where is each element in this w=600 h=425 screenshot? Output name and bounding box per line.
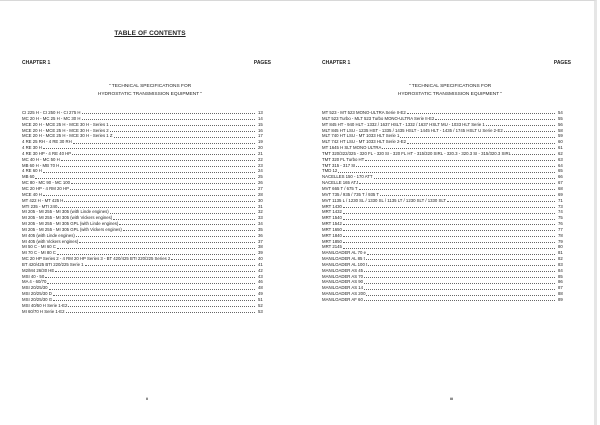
toc-entry-page: 77 [558, 226, 563, 232]
toc-entry-label: MCE 20 H - MCE 25 H - MCE 30 H - Series 1 [22, 121, 109, 127]
dot-leader [364, 270, 555, 272]
dot-leader [486, 124, 555, 126]
toc-entry-label: MLT 845 HT LSU - 1235 HST - 1335 / 1435 HSLT - 1445 HLT - 1435 / 1745 HSLT U Serie 2-E2 [322, 127, 503, 133]
toc-entry-page: 28 [258, 191, 263, 197]
dot-leader [512, 153, 555, 155]
toc-entry-label: MTI 235 - MTI 240 [22, 203, 58, 209]
toc-entry-label: MRT 1540 [322, 215, 342, 221]
toc-entry-page: 35 [258, 226, 263, 232]
toc-entry-page: 52 [258, 302, 263, 308]
toc-entry-page: 65 [558, 168, 563, 174]
toc-entry-page: 34 [258, 221, 263, 227]
toc-entry-label: MANILOADER AS 90 [322, 279, 364, 285]
toc-entry-page: 67 [558, 180, 563, 186]
toc-entry-page: 33 [258, 215, 263, 221]
toc-entry-page: 56 [558, 121, 563, 127]
toc-entry-page: 53 [258, 308, 263, 314]
toc-entry-page: 87 [558, 285, 563, 291]
toc-entry-page: 73 [558, 203, 563, 209]
toc-entry-label: MSI 20/25/30 G [22, 297, 53, 302]
toc-entry-label: MLT 740 HT LSU - MT 1033 HLT Serie 1 [322, 133, 400, 139]
toc-entry-label: NACELLES 150 - 170 ATT [322, 174, 373, 180]
toc-entry-page: 43 [258, 273, 263, 279]
toc-entry-label: MI 50 C - MI 60 C [22, 244, 56, 250]
dot-leader [82, 118, 256, 120]
toc-entry-label: 4 RE 30 HP - 4 RE 40 HP [22, 150, 72, 156]
dot-leader [79, 241, 255, 243]
toc-entry-page: 74 [558, 209, 563, 215]
toc-entry-page: 31 [258, 203, 263, 209]
toc-entry-page: 26 [258, 180, 263, 186]
dot-leader [70, 188, 255, 190]
toc-entry-label: MSI 40/50 H Serie 1-E2 [22, 302, 68, 308]
dot-leader [343, 212, 555, 214]
dot-leader [64, 200, 255, 202]
dot-leader [114, 136, 256, 138]
dot-leader [110, 212, 255, 214]
dot-leader [82, 112, 255, 114]
dot-leader [61, 159, 255, 161]
toc-entry-label: MC 20 H - MC 25 H - MC 30 H [22, 115, 81, 121]
toc-entry-page: 79 [558, 238, 563, 244]
toc-entry-label: MA 4 - 60/70 [22, 279, 47, 285]
toc-entry-label: MSI 20/25/30 [22, 285, 48, 291]
subtitle-line-1: " TECHNICAL SPECIFICATIONS FOR [408, 84, 492, 89]
dot-leader [504, 130, 555, 132]
toc-entry-page: 30 [258, 197, 263, 203]
toc-entry-label: MLT 523 Turbo - MLT 523 Turbo MONO-ULTRA Serie II-E2 [322, 115, 435, 121]
dot-leader [57, 253, 255, 255]
toc-entry-page: 55 [558, 115, 563, 121]
subtitle-line-1: " TECHNICAL SPECIFICATIONS FOR [108, 84, 192, 89]
toc-entry-page: 86 [558, 279, 563, 285]
toc-entry-label: MSI 20/25/30 D [22, 291, 52, 297]
toc-entry-label: MRT 1650 [322, 226, 342, 232]
toc-entry-label: MVT 735 / 935 / 735 T / 935 T [322, 191, 380, 197]
dot-leader [72, 153, 255, 155]
toc-entry-label: MANILOADER AS 45 [322, 267, 364, 273]
toc-entry[interactable] [22, 309, 272, 315]
toc-entry-label: MI 60/70 H Serie 1-E2 [22, 308, 65, 314]
toc-entry-label: TMD 12 [322, 168, 338, 174]
dot-leader [359, 182, 555, 184]
toc-entry-label: MC 40 H - MC 50 H [22, 156, 60, 162]
toc-entry-page: 80 [558, 244, 563, 250]
toc-entry-page: 85 [558, 273, 563, 279]
toc-entry-label: MT 523 - MT 523 MONO-ULTRA Serie II-E2 [322, 110, 406, 115]
dot-leader [407, 112, 555, 114]
toc-entry-page: 49 [258, 291, 263, 297]
dot-leader [123, 229, 255, 231]
toc-entry-page: 24 [258, 168, 263, 174]
toc-entry-page: 84 [558, 267, 563, 273]
toc-entry-label: MRT 1840 [322, 232, 342, 238]
dot-leader [400, 136, 555, 138]
toc-entry-page: 37 [258, 238, 263, 244]
toc-entry-label: MRT 1430 [322, 203, 342, 209]
dot-leader [407, 142, 555, 144]
dot-leader [368, 264, 555, 266]
subtitle-line-2: HYDROSTATIC TRANSMISSION EQUIPMENT " [397, 91, 503, 97]
toc-entry-label: MI 205 - MI 255 - MI 305 GPL (with Vickers engines) [22, 226, 122, 232]
toc-entry-label: TMT 315 - 317 SI [322, 162, 356, 168]
dot-leader [57, 247, 255, 249]
dot-leader [66, 311, 255, 313]
dot-leader [364, 276, 555, 278]
toc-entry-page: 89 [558, 297, 563, 302]
toc-entry-label: MI 405 (with Vickers engines) [22, 238, 79, 244]
toc-entry-label: MI 205 - MI 255 - MI 305 GPL (with Linde engines) [22, 221, 119, 227]
toc-entry-page: 19 [258, 139, 263, 145]
toc-entry-label: M2/M4 26/30 HE [22, 267, 55, 273]
dot-leader [53, 294, 255, 296]
toc-entry-label: MT 422 H - MT 425 H [22, 197, 64, 203]
toc-entry-label: NACELLE 165 ATJ [322, 180, 359, 186]
toc-entry-page: 16 [258, 127, 263, 133]
dot-leader [45, 276, 255, 278]
toc-entry-label: CI 225 H - CI 250 H - CI 275 H [22, 110, 81, 115]
chapter-label: CHAPTER 1 [322, 60, 351, 66]
toc-entry-label: TMT 320/322/325 - 320 FL - 320 SI - 320 FL HT - 315/320 SIRL - 320.3 - 320.3 SI - 315/320.3 SIRL [322, 150, 512, 156]
subtitle-line-2: HYDROSTATIC TRANSMISSION EQUIPMENT " [97, 91, 203, 97]
toc-entry-page: 68 [558, 185, 563, 191]
toc-entry-label: MI 70 C - MI 80 C [22, 250, 56, 256]
dot-leader [343, 229, 555, 231]
toc-title: TABLE OF CONTENTS [114, 30, 186, 37]
toc-entry-label: MI 205 - MI 255 - MI 305 (with Linde engines) [22, 209, 109, 215]
toc-entry-page: 14 [258, 115, 263, 121]
toc-entry-page: 42 [258, 267, 263, 273]
dot-leader [47, 282, 255, 284]
toc-entry-page: 46 [258, 279, 263, 285]
toc-entry-page: 78 [558, 232, 563, 238]
toc-entry-page: 62 [558, 150, 563, 156]
toc-entry-label: MLT 742 HT LSU - MT 1033 HLT Serie 2-E2 [322, 139, 407, 145]
toc-entry-label: MVT 665 T / 675 T [322, 185, 358, 191]
toc-entry-label: BT 420/425 BTI 220/225 Serie 1 [22, 261, 84, 267]
toc-entry-label: MB 60 H - MB 70 H [22, 162, 60, 168]
toc-entry-label: 4 RE 60 H [22, 168, 42, 174]
dot-leader [435, 118, 555, 120]
dot-leader [68, 305, 255, 307]
dot-leader [343, 206, 555, 208]
dot-leader [171, 258, 255, 260]
toc-entry-label: MCE 20 H - MCE 25 H - MCE 30 H - Series 2 [22, 127, 109, 133]
toc-entry-page: 39 [258, 250, 263, 256]
toc-entry-page: 36 [258, 232, 263, 238]
toc-entry-page: 75 [558, 215, 563, 221]
toc-entry-label: MRT 1432 [322, 209, 342, 215]
toc-entry-label: MRT 1542 [322, 221, 342, 227]
toc-entry-label: MANILOADER AS 200 [322, 291, 366, 297]
toc-entry-label: MANILOADER AL 70 e [322, 250, 367, 256]
dot-leader [119, 223, 255, 225]
toc-entry-page: 17 [258, 133, 263, 139]
toc-entry-page: 15 [258, 121, 263, 127]
toc-entry-page: 54 [558, 110, 563, 115]
toc-entry-label: 4 RE 25 RH - 4 RE 30 RH [22, 139, 72, 145]
pages-header: PAGES [553, 60, 571, 66]
toc-entry-page: 59 [558, 133, 563, 139]
toc-entry-page: 23 [258, 162, 263, 168]
toc-entry-page: 63 [558, 156, 563, 162]
toc-entry-page: 41 [258, 261, 263, 267]
toc-entry-page: 21 [258, 150, 263, 156]
dot-leader [73, 142, 255, 144]
dot-leader [85, 264, 255, 266]
toc-entry-label: MSI 40 - 50 [22, 273, 45, 279]
page-number: iii [450, 397, 453, 401]
dot-leader [374, 177, 555, 179]
dot-leader [380, 194, 555, 196]
toc-entry-page: 61 [558, 145, 563, 151]
dot-leader [364, 288, 555, 290]
toc-entry[interactable] [322, 297, 572, 303]
section-subtitle [300, 83, 600, 98]
dot-leader [382, 147, 555, 149]
pages-header: PAGES [253, 60, 271, 66]
toc-entry-label: MVT 1135 L / 1230 SL / 1330 SL / 1135 LT / 1230 SLT / 1330 SLT [322, 197, 447, 203]
dot-leader [343, 223, 555, 225]
toc-entry-page: 25 [258, 174, 263, 180]
dot-leader [367, 253, 555, 255]
toc-entry-label: MRT 2145 [322, 244, 342, 250]
toc-entry-page: 38 [258, 244, 263, 250]
toc-list-right [322, 110, 572, 303]
toc-entry-page: 48 [258, 285, 263, 291]
dot-leader [49, 288, 255, 290]
toc-entry-label: MC 20 HP - 4 RM 20 HP [22, 185, 69, 191]
toc-entry-label: MC 80 - MC 90 - MC 100 [22, 180, 70, 186]
toc-entry-label: MT 845 HT - 940 HLT - 1332 / 1637 HSLT - 1332 / 1637 HSLT MU - 1033 HLT Serie 1 [322, 121, 485, 127]
dot-leader [343, 247, 555, 249]
toc-entry-page: 88 [558, 291, 563, 297]
toc-entry-label: MANILOADER AL 85 t [322, 256, 365, 262]
toc-entry-label: MRT 1850 [322, 238, 342, 244]
section-subtitle [0, 83, 300, 98]
toc-entry-label: MANILOADER AF 60 [322, 297, 363, 302]
dot-leader [343, 235, 555, 237]
dot-leader [43, 147, 255, 149]
toc-entry-label: MANILOADER AL 100 t [322, 261, 368, 267]
dot-leader [43, 194, 255, 196]
dot-leader [71, 182, 255, 184]
dot-leader [53, 299, 255, 301]
dot-leader [366, 258, 555, 260]
dot-leader [365, 159, 555, 161]
toc-entry-label: TMT 320 FL Turbo HT [322, 156, 365, 162]
dot-leader [58, 206, 255, 208]
dot-leader [43, 171, 255, 173]
toc-entry-page: 64 [558, 162, 563, 168]
dot-leader [343, 241, 555, 243]
dot-leader [447, 200, 555, 202]
toc-entry-page: 60 [558, 139, 563, 145]
toc-entry-page: 13 [258, 110, 263, 115]
page-number: ii [146, 397, 148, 401]
toc-entry-page: 71 [558, 197, 563, 203]
dot-leader [343, 218, 555, 220]
dot-leader [364, 282, 555, 284]
toc-entry-page: 32 [258, 209, 263, 215]
toc-entry-page: 22 [258, 156, 263, 162]
right-page [300, 0, 600, 425]
toc-entry-page: 40 [258, 256, 263, 262]
dot-leader [35, 177, 255, 179]
toc-entry-page: 82 [558, 256, 563, 262]
dot-leader [76, 235, 255, 237]
dot-leader [366, 294, 555, 296]
toc-entry-page: 83 [558, 261, 563, 267]
toc-entry-page: 58 [558, 127, 563, 133]
toc-entry-page: 69 [558, 191, 563, 197]
dot-leader [110, 124, 255, 126]
dot-leader [364, 299, 555, 301]
toc-entry-page: 66 [558, 174, 563, 180]
dot-leader [113, 218, 255, 220]
toc-entry-label: MC 20 HP Series 2 - 4 RM 20 HP Series 3 - BT 420/425 BTI 220/225 Series 2 [22, 256, 171, 262]
toc-entry-label: MT 1645 H SLT MONO ULTRA [322, 145, 382, 151]
toc-entry-page: 76 [558, 221, 563, 227]
dot-leader [110, 130, 255, 132]
toc-entry-page: 20 [258, 145, 263, 151]
toc-entry-label: MI 205 - MI 255 - MI 305 (with Vickers engines) [22, 215, 113, 221]
toc-entry-label: 4 RE 30 H [22, 145, 42, 151]
toc-list-left [22, 110, 272, 315]
toc-entry-label: MCE 20 H - MCE 25 H - MCE 30 H - Series 1 Z [22, 133, 113, 139]
toc-entry-label: MB 60 [22, 174, 35, 180]
dot-leader [359, 188, 555, 190]
toc-entry-page: 27 [258, 185, 263, 191]
dot-leader [356, 165, 555, 167]
dot-leader [55, 270, 255, 272]
toc-entry-label: MANILOADER AS 70 [322, 273, 364, 279]
chapter-label: CHAPTER 1 [22, 60, 51, 66]
dot-leader [60, 165, 255, 167]
toc-entry-page: 51 [258, 297, 263, 302]
dot-leader [338, 171, 555, 173]
toc-entry-label: MCE 40 H [22, 191, 42, 197]
toc-entry-label: MI 405 (with Linde engines) [22, 232, 75, 238]
toc-entry-label: MANILOADER AS 14 [322, 285, 364, 291]
toc-entry-page: 81 [558, 250, 563, 256]
